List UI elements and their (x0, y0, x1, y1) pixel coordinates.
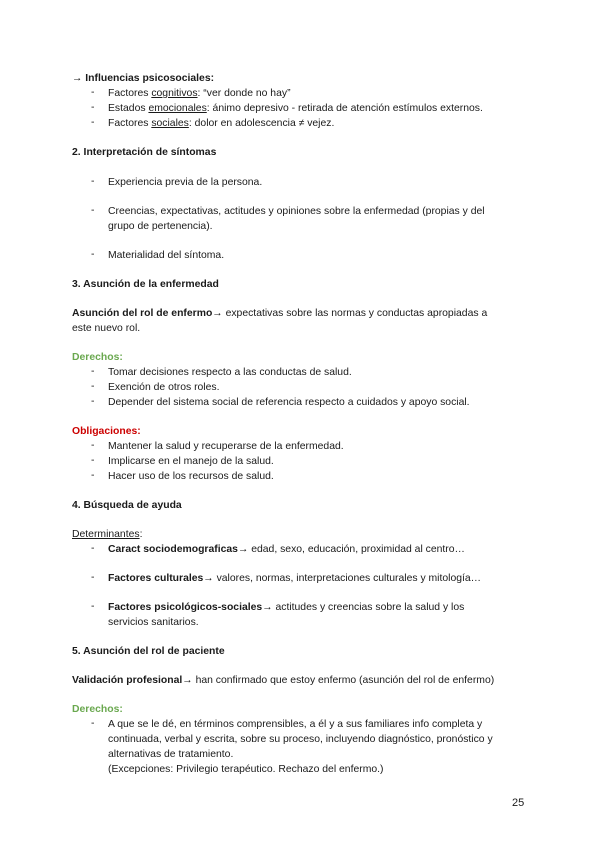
section-heading-busqueda-ayuda: 4. Búsqueda de ayuda (72, 500, 182, 511)
list-item: Experiencia previa de la persona. (108, 177, 263, 188)
page-number: 25 (512, 797, 525, 809)
bullet-dash: - (91, 601, 95, 612)
list-item: Depender del sistema social de referencia respecto a cuidados y apoyo social. (108, 397, 470, 408)
list-item: Factores cognitivos: “ver donde no hay” (108, 88, 291, 99)
list-item: Exención de otros roles. (108, 382, 220, 393)
bullet-dash: - (91, 102, 95, 113)
bullet-dash: - (91, 249, 95, 260)
paragraph-validacion: Validación profesional→ han confirmado que estoy enfermo (asunción del rol de enfermo) (72, 675, 495, 686)
bullet-dash: - (91, 396, 95, 407)
list-item: Caract sociodemograficas→ edad, sexo, educación, proximidad al centro… (108, 544, 465, 555)
list-item: Estados emocionales: ánimo depresivo - retirada de atención estímulos externos. (108, 103, 483, 114)
list-item-continued: grupo de pertenencia). (108, 221, 213, 232)
list-item: A que se le dé, en términos comprensibles, a él y a sus familiares info completa y (108, 719, 483, 730)
section-heading-rol-paciente: 5. Asunción del rol de paciente (72, 646, 225, 657)
list-item: Factores sociales: dolor en adolescencia ≠ vejez. (108, 118, 335, 129)
bullet-dash: - (91, 455, 95, 466)
derechos-label-paciente: Derechos: (72, 704, 123, 715)
bullet-dash: - (91, 117, 95, 128)
obligaciones-label: Obligaciones: (72, 426, 141, 437)
bullet-dash: - (91, 440, 95, 451)
list-item: Hacer uso de los recursos de salud. (108, 471, 274, 482)
list-item-continued: servicios sanitarios. (108, 617, 199, 628)
bullet-dash: - (91, 366, 95, 377)
section-heading-asuncion-enfermedad: 3. Asunción de la enfermedad (72, 279, 219, 290)
list-item: Materialidad del síntoma. (108, 250, 225, 261)
list-item-continued: alternativas de tratamiento. (108, 749, 234, 760)
derechos-label: Derechos: (72, 352, 123, 363)
paragraph-rol-enfermo-cont: este nuevo rol. (72, 323, 141, 334)
list-item: Factores culturales→ valores, normas, interpretaciones culturales y mitología… (108, 573, 482, 584)
list-item: Creencias, expectativas, actitudes y opiniones sobre la enfermedad (propias y del (108, 206, 485, 217)
list-item: Tomar decisiones respecto a las conductas de salud. (108, 367, 352, 378)
list-item: Mantener la salud y recuperarse de la enfermedad. (108, 441, 344, 452)
bullet-dash: - (91, 543, 95, 554)
bullet-dash: - (91, 87, 95, 98)
determinantes-label: Determinantes: (72, 529, 143, 540)
section-heading-influencias: → Influencias psicosociales: (72, 73, 215, 84)
list-item-continued: (Excepciones: Privilegio terapéutico. Rechazo del enfermo.) (108, 764, 384, 775)
bullet-dash: - (91, 205, 95, 216)
section-heading-interpretacion: 2. Interpretación de síntomas (72, 147, 217, 158)
list-item-continued: continuada, verbal y escrita, sobre su proceso, incluyendo diagnóstico, pronóstico y (108, 734, 493, 745)
bullet-dash: - (91, 470, 95, 481)
bullet-dash: - (91, 572, 95, 583)
bullet-dash: - (91, 381, 95, 392)
bullet-dash: - (91, 718, 95, 729)
list-item: Implicarse en el manejo de la salud. (108, 456, 274, 467)
paragraph-rol-enfermo: Asunción del rol de enfermo→ expectativas sobre las normas y conductas apropiadas a (72, 308, 488, 319)
list-item: Factores psicológicos-sociales→ actitudes y creencias sobre la salud y los (108, 602, 465, 613)
bullet-dash: - (91, 176, 95, 187)
